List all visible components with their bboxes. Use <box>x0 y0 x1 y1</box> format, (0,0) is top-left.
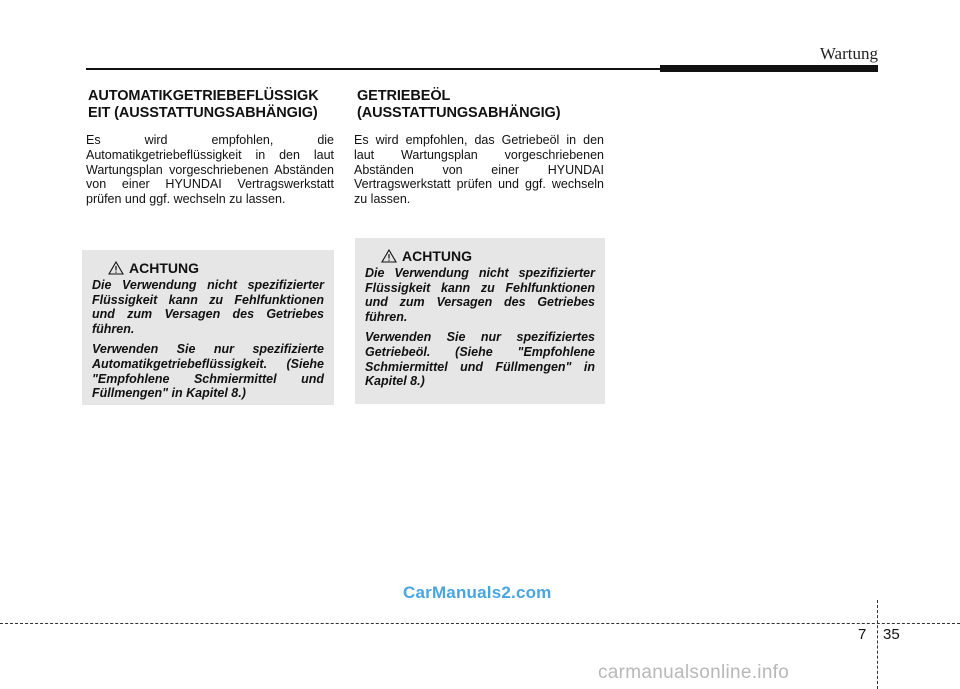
header-title: Wartung <box>819 44 878 63</box>
warning-triangle-icon <box>108 261 124 275</box>
bottom-watermark: carmanualsonline.info <box>598 662 790 683</box>
right-heading <box>357 88 560 122</box>
watermark-link[interactable]: CarManuals2.com <box>403 583 552 602</box>
left-heading <box>88 88 319 122</box>
header-bar <box>660 65 878 72</box>
right-warning-text-1: Die Verwendung nicht spezifizierter Flüssigkeit kann zu Fehlfunktionen und zum Versagen des Getriebes führen. <box>365 266 595 324</box>
left-warning-title: ACHTUNG <box>129 260 199 276</box>
right-body-text: Es wird empfohlen, das Getriebeöl in den laut Wartungsplan vorgeschriebenen Abständen von einer HYUNDAI Vertragswerkstatt prüfen und ggf. wechseln zu lassen. <box>354 133 604 207</box>
right-heading-line1: GETRIEBEÖL <box>357 88 451 104</box>
right-warning-title: ACHTUNG <box>402 248 472 264</box>
right-heading-line2: (AUSSTATTUNGSABHÄNGIG) <box>357 105 561 121</box>
right-warning-box <box>355 238 605 404</box>
right-warning-header <box>381 248 595 264</box>
left-body-text: Es wird empfohlen, die Automatikgetriebeflüssigkeit in den laut Wartungsplan vorgeschriebenen Abständen von einer HYUNDAI Vertragswerkstatt prüfen und ggf. wechseln zu lassen. <box>86 133 334 207</box>
left-warning-box <box>82 250 334 405</box>
footer-divider <box>877 600 878 689</box>
footer-rule <box>0 623 960 624</box>
header-rule <box>86 68 660 70</box>
left-heading-line2: EIT (AUSSTATTUNGSABHÄNGIG) <box>88 105 318 121</box>
left-warning-text-1: Die Verwendung nicht spezifizierter Flüssigkeit kann zu Fehlfunktionen und zum Versagen des Getriebes führen. <box>92 278 324 336</box>
chapter-number: 7 <box>858 626 867 643</box>
left-warning-text-2: Verwenden Sie nur spezifizierte Automatikgetriebeflüssigkeit. (Siehe "Empfohlene Schmiermittel und Füllmengen" in Kapitel 8.) <box>92 342 324 401</box>
left-warning-header <box>108 260 324 276</box>
warning-triangle-icon <box>381 249 397 263</box>
page-number: 35 <box>883 626 900 643</box>
right-warning-text-2: Verwenden Sie nur spezifiziertes Getriebeöl. (Siehe "Empfohlene Schmiermittel und Füllmengen" in Kapitel 8.) <box>365 330 595 389</box>
left-heading-line1: AUTOMATIKGETRIEBEFLÜSSIGK <box>88 88 319 104</box>
